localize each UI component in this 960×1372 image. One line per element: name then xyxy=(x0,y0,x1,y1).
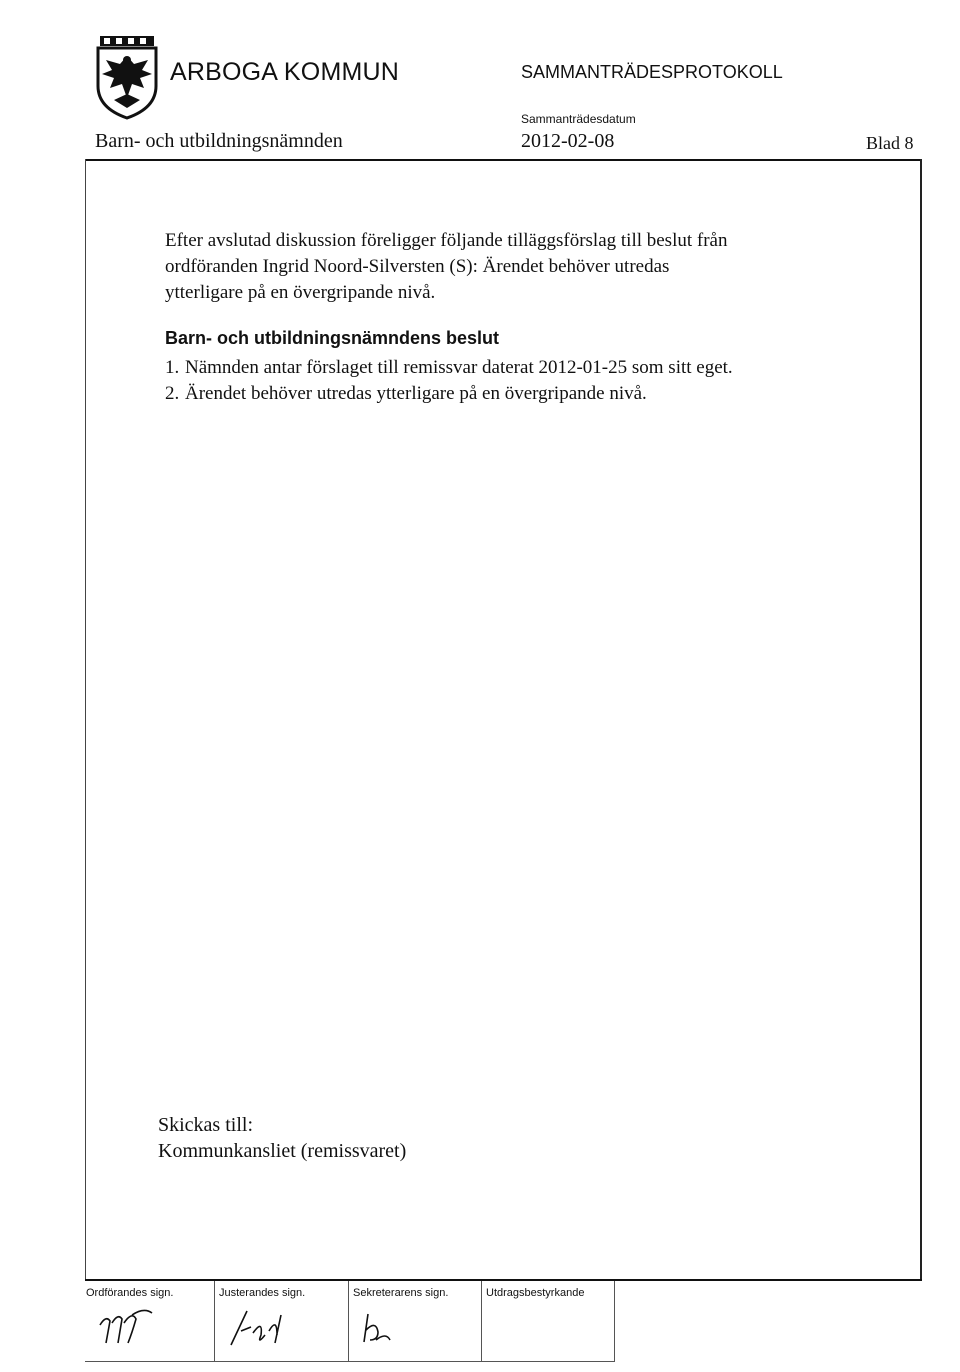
frame-right-rule xyxy=(920,159,922,1279)
distribution-recipient: Kommunkansliet (remissvaret) xyxy=(158,1140,407,1162)
frame-left-rule xyxy=(85,159,86,1279)
intro-line: ytterligare på en övergripande nivå. xyxy=(165,282,436,303)
document-type: SAMMANTRÄDESPROTOKOLL xyxy=(521,62,783,82)
decision-number: 2. xyxy=(165,383,180,404)
signature-divider xyxy=(348,1281,349,1361)
frame-top-rule xyxy=(85,159,922,161)
intro-paragraph xyxy=(165,228,845,306)
adjuster-handwritten-signature xyxy=(225,1305,305,1349)
intro-line: ordföranden Ingrid Noord-Silversten (S): Ärendet behöver utredas xyxy=(165,256,670,277)
signature-divider xyxy=(614,1281,615,1361)
signature-divider xyxy=(214,1281,215,1361)
committee-name: Barn- och utbildningsnämnden xyxy=(95,130,343,152)
secretary-signature-label: Sekreterarens sign. xyxy=(353,1287,449,1299)
intro-line: Efter avslutad diskussion föreligger följande tilläggsförslag till beslut från xyxy=(165,230,728,251)
decision-number: 1. xyxy=(165,357,180,378)
decision-heading: Barn- och utbildningsnämndens beslut xyxy=(165,328,500,348)
decision-list xyxy=(165,355,865,407)
coat-of-arms-logo xyxy=(92,34,162,120)
decision-item xyxy=(165,355,865,381)
chair-signature-label: Ordförandes sign. xyxy=(86,1287,174,1299)
decision-text: Nämnden antar förslaget till remissvar daterat 2012-01-25 som sitt eget. xyxy=(185,357,733,378)
sheet-number: Blad 8 xyxy=(866,133,914,153)
signature-divider xyxy=(481,1281,482,1361)
signature-top-rule xyxy=(85,1279,922,1281)
meeting-date-label: Sammanträdesdatum xyxy=(521,112,636,126)
decision-text: Ärendet behöver utredas ytterligare på en övergripande nivå. xyxy=(185,383,647,404)
decision-item xyxy=(165,381,865,407)
municipality-name: ARBOGA KOMMUN xyxy=(170,58,400,86)
distribution-label: Skickas till: xyxy=(158,1114,253,1136)
meeting-date: 2012-02-08 xyxy=(521,130,615,152)
signature-bottom-rule xyxy=(85,1361,615,1362)
adjuster-signature-label: Justerandes sign. xyxy=(219,1287,306,1299)
extract-certification-label: Utdragsbestyrkande xyxy=(486,1287,585,1299)
secretary-handwritten-signature xyxy=(358,1310,398,1346)
chair-handwritten-signature xyxy=(92,1305,192,1349)
